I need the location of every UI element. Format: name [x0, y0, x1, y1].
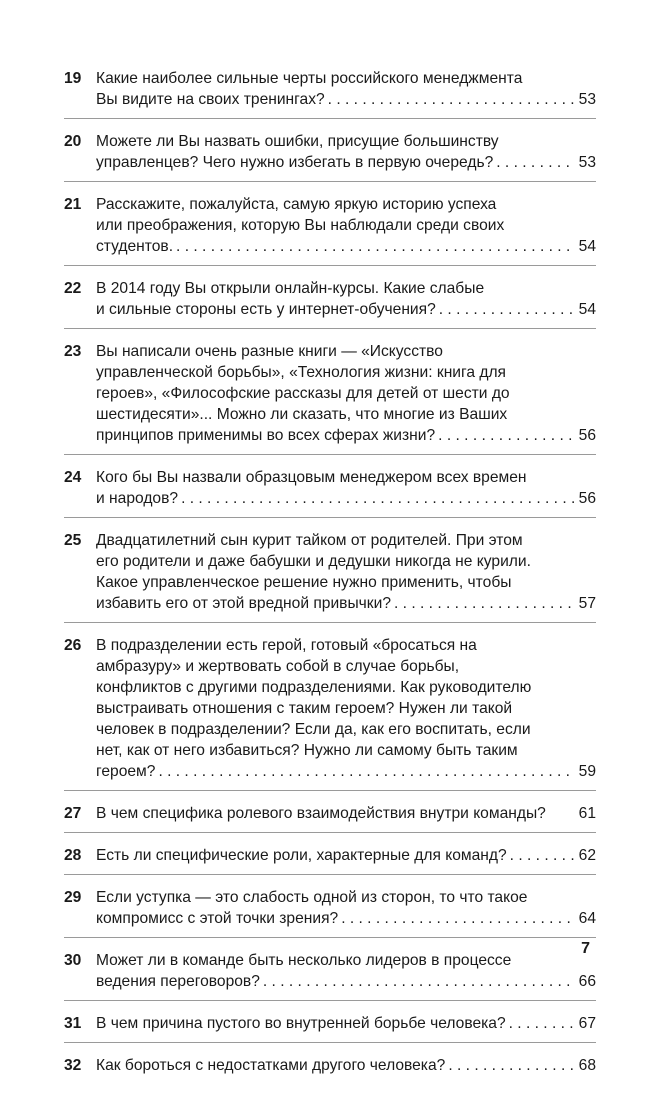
toc-entry-text-line: Кого бы Вы назвали образцовым менеджером всех времен — [96, 469, 527, 486]
toc-entry-text-line: Вы видите на своих тренингах? — [96, 91, 325, 108]
dot-leader — [438, 425, 574, 446]
toc-entry-text-line: Какое управленческое решение нужно применить, чтобы — [96, 574, 512, 591]
toc-entry-last-line — [96, 299, 596, 320]
dot-leader — [328, 89, 575, 110]
toc-entry — [64, 1055, 596, 1084]
toc-entry-number: 30 — [64, 952, 82, 969]
toc-entry-last-line — [96, 1055, 596, 1076]
toc-entry-page: 59 — [578, 763, 596, 780]
toc-entry-text-line: студентов. — [96, 238, 174, 255]
toc-entry-text-line: Какие наиболее сильные черты российского менеджмента — [96, 70, 523, 87]
toc-entry-text-line: и сильные стороны есть у интернет-обучения? — [96, 301, 436, 318]
toc-entry-last-line — [96, 89, 596, 110]
toc-entry — [64, 278, 596, 329]
toc-entry-text-line: Может ли в команде быть несколько лидеров в процессе — [96, 952, 512, 969]
toc-entry — [64, 887, 596, 938]
toc-entry-text-line: и народов? — [96, 490, 179, 507]
toc-entry-page: 68 — [578, 1057, 596, 1074]
toc-entry-page: 56 — [578, 490, 596, 507]
toc-entry-text-line: Есть ли специфические роли, характерные для команд? — [96, 847, 507, 864]
toc-entry — [64, 803, 596, 833]
toc-entry-last-line — [96, 488, 596, 509]
toc-entry — [64, 68, 596, 119]
toc-entry-text-line: управленцев? Чего нужно избегать в первую очередь? — [96, 154, 494, 171]
dot-leader — [439, 299, 575, 320]
toc-entry — [64, 1013, 596, 1043]
toc-entry-text-line: или преображения, которую Вы наблюдали среди своих — [96, 217, 505, 234]
toc-entry-text-line: управленческой борьбы», «Технология жизни: книга для — [96, 364, 507, 381]
toc-entry — [64, 635, 596, 791]
toc-entry-number: 26 — [64, 637, 82, 654]
toc-entry-text-line: нет, как от него избавиться? Нужно ли самому быть таким — [96, 742, 518, 759]
toc-entry-text-line: героем? — [96, 763, 156, 780]
toc-entry-number: 32 — [64, 1057, 82, 1074]
toc-entry-text-line: Вы написали очень разные книги — «Искусство — [96, 343, 443, 360]
toc-entry-page: 62 — [578, 847, 596, 864]
toc-entry-last-line — [96, 236, 596, 257]
toc-entry-number: 28 — [64, 847, 82, 864]
dot-leader — [509, 1013, 575, 1034]
dot-leader — [394, 593, 575, 614]
toc-entry-text-line: Можете ли Вы назвать ошибки, присущие большинству — [96, 133, 499, 150]
toc-entry-text-line: выстраивать отношения с таким героем? Нужен ли такой — [96, 700, 513, 717]
toc-entry — [64, 845, 596, 875]
toc-entry-text-line: В чем причина пустого во внутренней борьбе человека? — [96, 1015, 506, 1032]
dot-leader — [181, 488, 575, 509]
dot-leader — [263, 971, 575, 992]
toc-entry-text-line: В чем специфика ролевого взаимодействия внутри команды? — [96, 805, 546, 822]
dot-leader — [546, 803, 577, 824]
dot-leader — [176, 236, 575, 257]
toc-entry — [64, 131, 596, 182]
toc-entry-text-line: В подразделении есть герой, готовый «бросаться на — [96, 637, 477, 654]
dot-leader — [510, 845, 575, 866]
toc-entry-text-line: его родители и даже бабушки и дедушки никогда не курили. — [96, 553, 531, 570]
toc-entry — [64, 530, 596, 623]
toc-entry-text-line: Если уступка — это слабость одной из сторон, то что такое — [96, 889, 528, 906]
toc-entry-number: 19 — [64, 70, 82, 87]
toc-entry-last-line — [96, 971, 596, 992]
toc-entry-number: 31 — [64, 1015, 82, 1032]
toc-entry-number: 21 — [64, 196, 82, 213]
toc-entry-page: 61 — [578, 805, 596, 822]
dot-leader — [496, 152, 574, 173]
toc-entry-text-line: компромисс с этой точки зрения? — [96, 910, 339, 927]
toc-entry — [64, 341, 596, 455]
table-of-contents — [64, 68, 596, 1096]
toc-entry-page: 67 — [578, 1015, 596, 1032]
toc-entry-number: 20 — [64, 133, 82, 150]
toc-entry-page: 54 — [578, 301, 596, 318]
dot-leader — [341, 908, 574, 929]
toc-entry — [64, 950, 596, 1001]
toc-entry-text-line: В 2014 году Вы открыли онлайн-курсы. Какие слабые — [96, 280, 485, 297]
toc-entry-page: 66 — [578, 973, 596, 990]
toc-entry-page: 53 — [578, 154, 596, 171]
toc-entry-number: 25 — [64, 532, 82, 549]
toc-entry-number: 27 — [64, 805, 82, 822]
toc-entry-text-line: Как бороться с недостатками другого человека? — [96, 1057, 446, 1074]
toc-entry-number: 23 — [64, 343, 82, 360]
toc-entry-text-line: ведения переговоров? — [96, 973, 260, 990]
toc-entry-page: 53 — [578, 91, 596, 108]
toc-entry-text-line: героев», «Философские рассказы для детей от шести до — [96, 385, 510, 402]
toc-entry-number: 24 — [64, 469, 82, 486]
toc-entry — [64, 194, 596, 266]
toc-entry-text-line: человек в подразделении? Если да, как его воспитать, если — [96, 721, 531, 738]
toc-entry-number: 29 — [64, 889, 82, 906]
toc-entry-text-line: избавить его от этой вредной привычки? — [96, 595, 392, 612]
toc-entry-page: 54 — [578, 238, 596, 255]
toc-entry-text-line: амбразуру» и жертвовать собой в случае борьбы, — [96, 658, 460, 675]
toc-entry-page: 57 — [578, 595, 596, 612]
toc-entry-text-line: Расскажите, пожалуйста, самую яркую историю успеха — [96, 196, 497, 213]
dot-leader — [448, 1055, 574, 1076]
dot-leader — [158, 761, 574, 782]
toc-entry-last-line — [96, 803, 596, 824]
toc-entry-number: 22 — [64, 280, 82, 297]
toc-entry-last-line — [96, 593, 596, 614]
toc-entry-text-line: конфликтов с другими подразделениями. Как руководителю — [96, 679, 532, 696]
toc-entry-last-line — [96, 425, 596, 446]
toc-entry-page: 56 — [578, 427, 596, 444]
toc-entry-last-line — [96, 1013, 596, 1034]
toc-entry-last-line — [96, 908, 596, 929]
toc-entry — [64, 467, 596, 518]
toc-entry-text-line: Двадцатилетний сын курит тайком от родителей. При этом — [96, 532, 523, 549]
toc-entry-last-line — [96, 761, 596, 782]
page-number: 7 — [581, 940, 590, 957]
toc-entry-text-line: принципов применимы во всех сферах жизни? — [96, 427, 436, 444]
toc-entry-page: 64 — [578, 910, 596, 927]
toc-entry-text-line: шестидесяти»... Можно ли сказать, что многие из Ваших — [96, 406, 508, 423]
toc-entry-last-line — [96, 845, 596, 866]
toc-entry-last-line — [96, 152, 596, 173]
